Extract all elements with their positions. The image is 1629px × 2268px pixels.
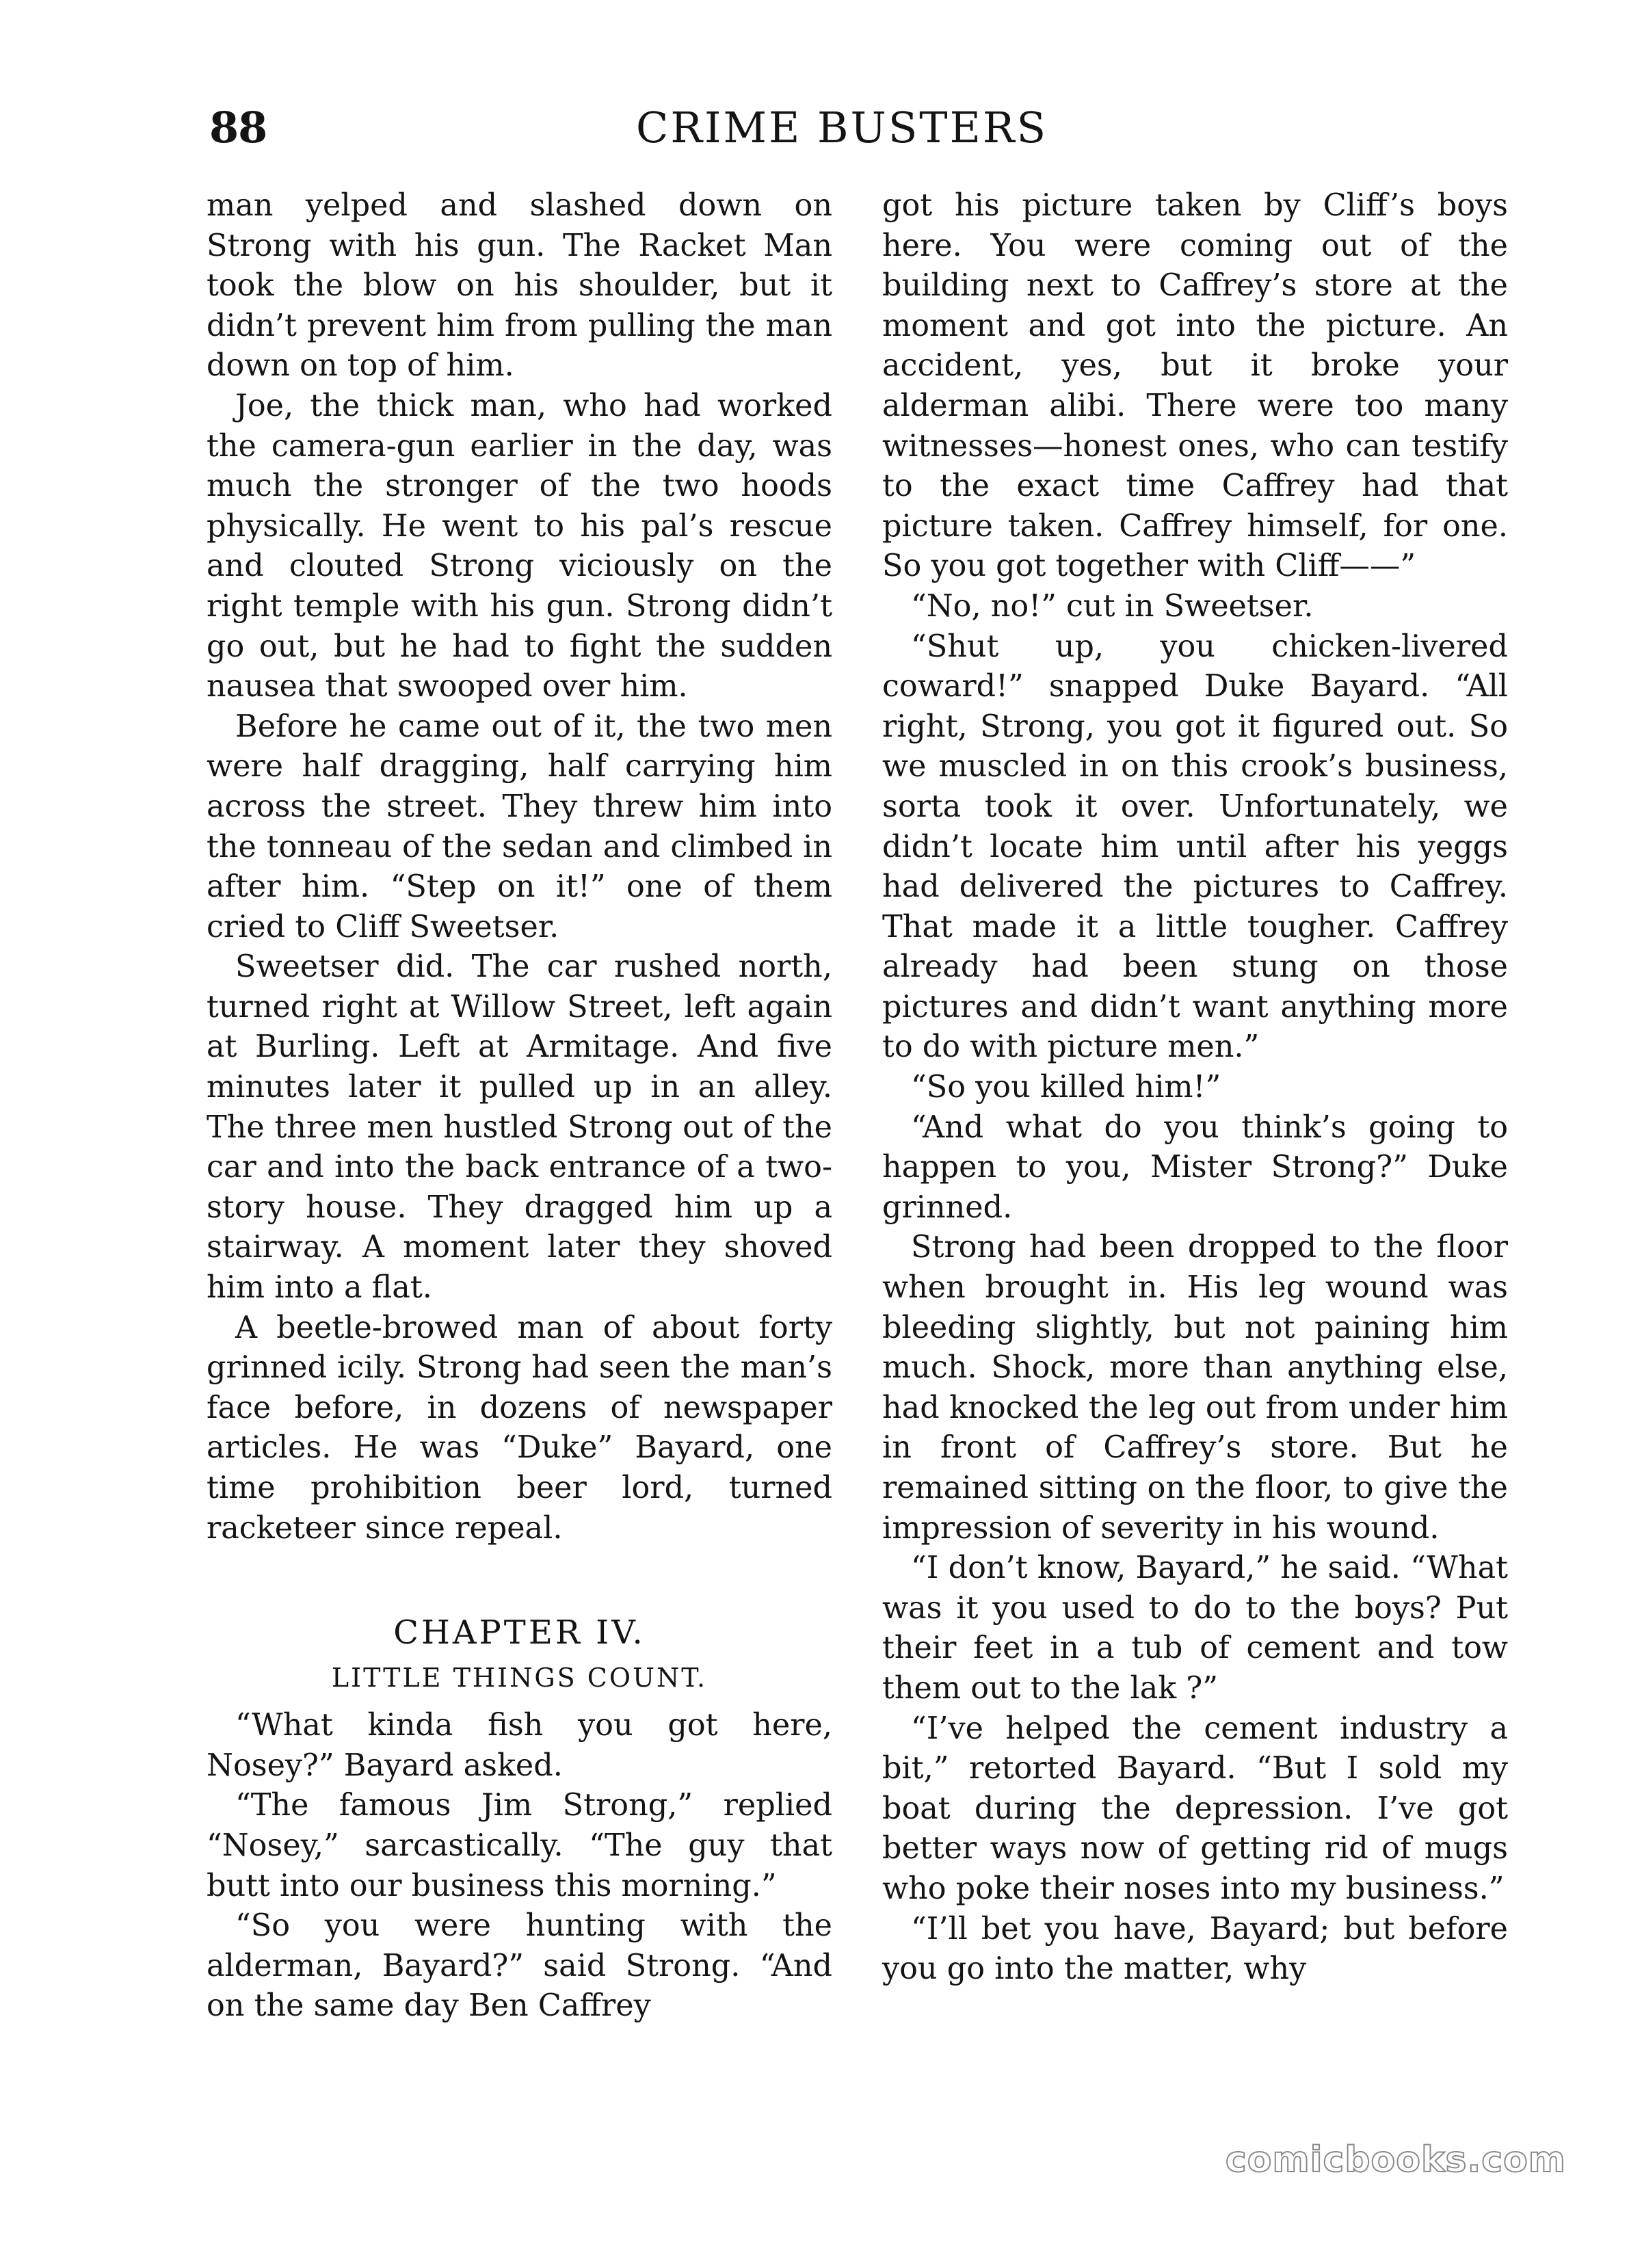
paragraph: “Shut up, you chicken-livered coward!” snapped Duke Bayard. “All right, Strong, you got it figured out. So we muscled in on this crook’s business, sorta took it over. Unfortunately, we didn’t locate him until after his yeggs had delivered the pictures to Caffrey. That made it a little tougher. Caffrey already had been stung on those pictures and didn’t want anything more to do with picture men.” xyxy=(882,629,1508,1065)
paragraph: “What kinda fish you got here, Nosey?” Bayard asked. xyxy=(207,1708,832,1783)
paragraph: Before he came out of it, the two men were half dragging, half carrying him across the street. They threw him into the tonneau of the sedan and climbed in after him. “Step on it!” one of them cried to Cliff Sweetser. xyxy=(207,709,832,945)
right-column xyxy=(882,186,1508,1990)
chapter-subtitle: LITTLE THINGS COUNT. xyxy=(331,1663,708,1693)
paragraph: “I’ll bet you have, Bayard; but before you go into the matter, why xyxy=(882,1911,1508,1987)
paragraph: “No, no!” cut in Sweetser. xyxy=(911,588,1314,624)
paragraph: got his picture taken by Cliff’s boys here. You were coming out of the building next to Caffrey’s store at the moment and got into the picture. An accident, yes, but it broke your alderman alibi. There were too many witnesses—honest ones, who can testify to the exact time Caffrey had that picture taken. Caffrey himself, for one. So you got together with Cliff——” xyxy=(882,188,1508,584)
paragraph: Joe, the thick man, who had worked the camera-gun earlier in the day, was much the stronger of the two hoods physically. He went to his pal’s rescue and clouted Strong viciously on the right temple with his gun. Strong didn’t go out, but he had to fight the sudden nausea that swooped over him. xyxy=(207,388,832,704)
paragraph: “So you killed him!” xyxy=(911,1070,1221,1105)
paragraph: “I’ve helped the cement industry a bit,” retorted Bayard. “But I sold my boat during the depression. I’ve got better ways now of getting rid of mugs who poke their noses into my business.” xyxy=(882,1711,1508,1906)
paragraph: Strong had been dropped to the floor when brought in. His leg wound was bleeding slightly, but not paining him much. Shock, more than anything else, had knocked the leg out from under him in front of Caffrey’s store. But he remained sitting on the floor, to give the impression of severity in his wound. xyxy=(882,1230,1508,1546)
left-column xyxy=(207,186,832,2027)
running-title: CRIME BUSTERS xyxy=(635,103,1048,153)
paragraph: A beetle-browed man of about forty grinned icily. Strong had seen the man’s face before, in dozens of newspaper articles. He was “Duke” Bayard, one time prohibition beer lord, turned racketeer since repeal. xyxy=(207,1310,832,1546)
paragraph: Sweetser did. The car rushed north, turned right at Willow Street, left again at Burling. Left at Armitage. And five minutes later it pulled up in an alley. The three men hustled Strong out of the car and into the back entrance of a two-story house. They dragged him up a stairway. A moment later they shoved him into a flat. xyxy=(207,949,832,1306)
paragraph: “So you were hunting with the alderman, Bayard?” said Strong. “And on the same day Ben Caffrey xyxy=(207,1908,832,2024)
page-number: 88 xyxy=(209,103,267,153)
chapter-title: CHAPTER IV. xyxy=(393,1613,646,1652)
paragraph: man yelped and slashed down on Strong with his gun. The Racket Man took the blow on his shoulder, but it didn’t prevent him from pulling the man down on top of him. xyxy=(207,188,832,384)
paragraph: “I don’t know, Bayard,” he said. “What was it you used to do to the boys? Put their feet in a tub of cement and tow them out to the lak ?” xyxy=(882,1551,1508,1706)
paragraph: “And what do you think’s going to happen to you, Mister Strong?” Duke grinned. xyxy=(882,1109,1508,1225)
page-header xyxy=(0,103,1629,164)
chapter-heading xyxy=(207,1611,832,1698)
watermark: comicbooks.com xyxy=(1225,2139,1566,2180)
paragraph: “The famous Jim Strong,” replied “Nosey,” sarcastically. “The guy that butt into our business this morning.” xyxy=(207,1788,832,1903)
